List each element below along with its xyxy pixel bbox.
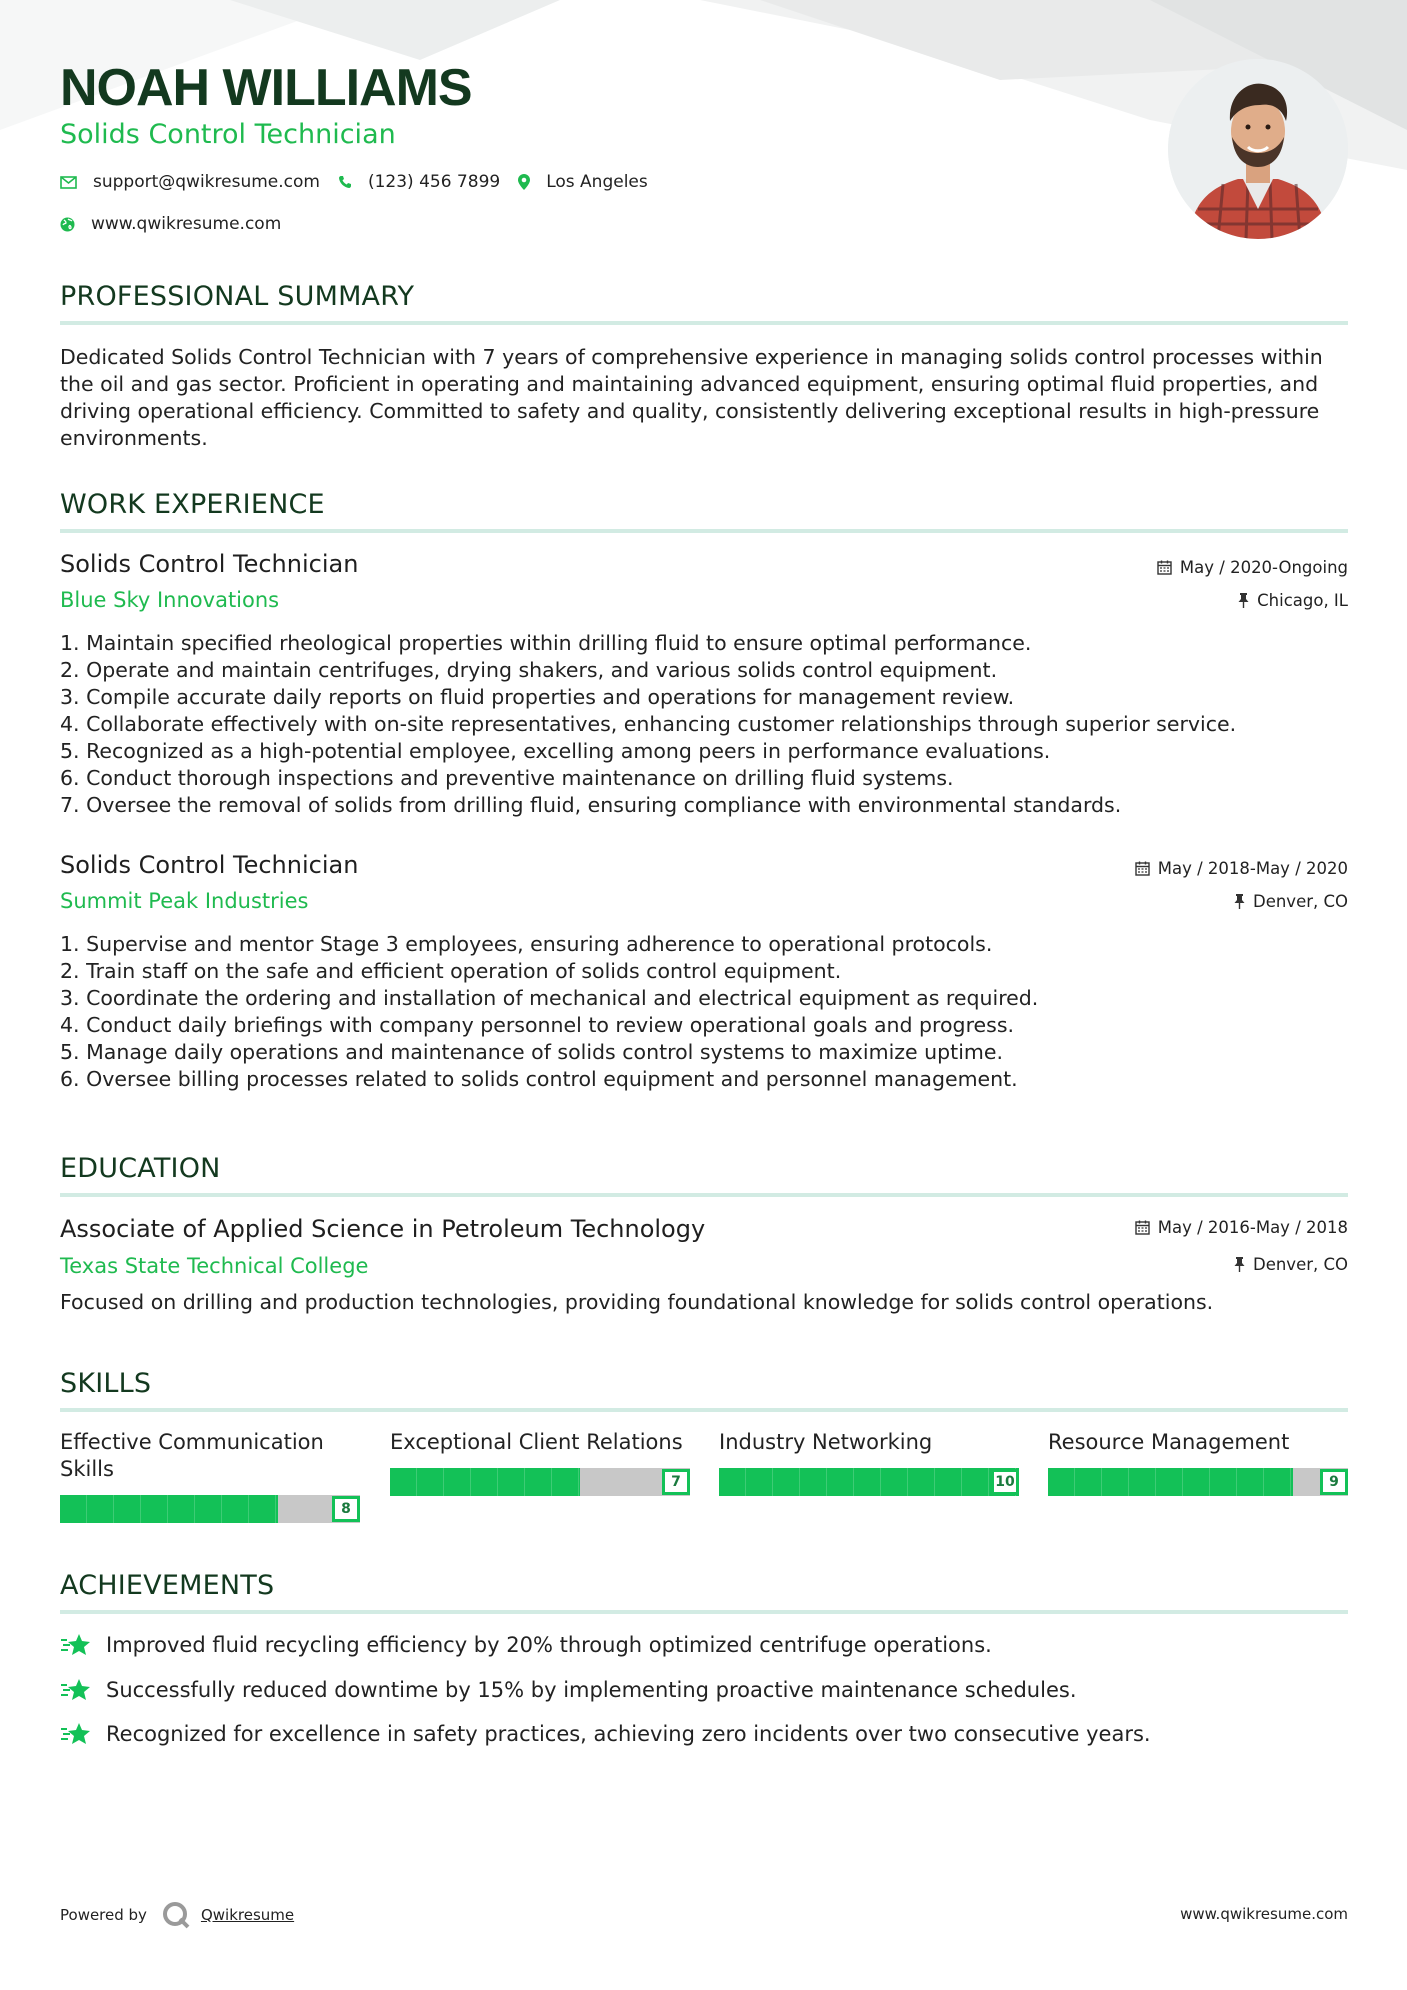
experience-heading: WORK EXPERIENCE	[60, 489, 325, 520]
job-bullet: 1. Maintain specified rheological properties within drilling fluid to ensure optimal performance.	[60, 631, 1032, 655]
phone-contact[interactable]	[338, 172, 500, 192]
education-location-text: Denver, CO	[1252, 1255, 1348, 1274]
job-company: Blue Sky Innovations	[60, 588, 280, 612]
map-pin-icon	[518, 174, 530, 190]
candidate-name: NOAH WILLIAMS	[60, 59, 472, 117]
qwikresume-logo-icon	[161, 1900, 191, 1930]
job-bullet: 3. Compile accurate daily reports on fluid properties and operations for management review.	[60, 685, 1015, 709]
globe-icon	[60, 217, 75, 232]
job-title: Solids Control Technician	[60, 550, 359, 578]
powered-by-label: Powered by	[60, 1906, 147, 1924]
skill-bar-fill	[390, 1468, 580, 1496]
calendar-icon	[1135, 861, 1150, 876]
pushpin-icon	[1238, 593, 1249, 608]
achievement-item	[60, 1720, 1151, 1748]
skill-name-line2: Skills	[60, 1457, 114, 1481]
achievements-heading: ACHIEVEMENTS	[60, 1570, 275, 1601]
envelope-icon	[60, 176, 77, 189]
phone-icon	[338, 175, 352, 189]
skill-name-line1: Effective Communication	[60, 1430, 324, 1454]
experience-divider	[60, 529, 1348, 533]
skill-bar-fill	[1048, 1468, 1293, 1496]
skill-item	[1048, 1429, 1348, 1490]
job-company: Summit Peak Industries	[60, 889, 309, 913]
profile-photo	[1168, 59, 1348, 239]
calendar-icon	[1135, 1220, 1150, 1235]
calendar-icon	[1157, 560, 1172, 575]
skill-bar-fill	[60, 1495, 278, 1523]
achievement-text: Successfully reduced downtime by 15% by implementing proactive maintenance schedules.	[106, 1678, 1077, 1702]
achievements-divider	[60, 1610, 1348, 1614]
job-bullet: 1. Supervise and mentor Stage 3 employees, ensuring adherence to operational protocols.	[60, 932, 993, 956]
job-bullet: 2. Operate and maintain centrifuges, drying shakers, and various solids control equipment.	[60, 658, 998, 682]
email-text: support@qwikresume.com	[93, 172, 320, 192]
job-bullet: 5. Manage daily operations and maintenance of solids control systems to maximize uptime.	[60, 1040, 1003, 1064]
skill-bar	[1048, 1468, 1348, 1496]
avatar-illustration	[1168, 59, 1348, 239]
skill-item	[719, 1429, 1019, 1490]
job-dates	[1157, 558, 1348, 577]
summary-text: Dedicated Solids Control Technician with 7 years of comprehensive experience in managing solids control processes within the oil and gas sector. Proficient in operating and maintaining advanced equipment, ensuring optimal fluid properties, and driving operational efficiency. Committed to safety and quality, consistently delivering exceptional results in high-pressure environments.	[60, 345, 1323, 450]
skills-divider	[60, 1408, 1348, 1412]
skill-score-badge: 10	[991, 1469, 1019, 1495]
candidate-role: Solids Control Technician	[60, 119, 396, 150]
location-text: Los Angeles	[546, 172, 648, 192]
skill-bar	[60, 1495, 360, 1523]
website-contact[interactable]	[60, 214, 281, 234]
achievement-item	[60, 1631, 992, 1659]
school-name: Texas State Technical College	[60, 1254, 369, 1278]
job-bullets	[60, 931, 1348, 1093]
education-description: Focused on drilling and production technologies, providing foundational knowledge for solids control operations.	[60, 1290, 1214, 1314]
summary-divider	[60, 321, 1348, 325]
skill-name: Exceptional Client Relations	[390, 1430, 683, 1454]
job-location	[1238, 591, 1348, 610]
achievement-text: Improved fluid recycling efficiency by 20% through optimized centrifuge operations.	[106, 1633, 992, 1657]
job-bullet: 6. Conduct thorough inspections and preventive maintenance on drilling fluid systems.	[60, 766, 954, 790]
summary-heading: PROFESSIONAL SUMMARY	[60, 281, 415, 312]
job-bullet: 3. Coordinate the ordering and installation of mechanical and electrical equipment as required.	[60, 986, 1039, 1010]
education-dates-text: May / 2016-May / 2018	[1157, 1218, 1348, 1237]
education-divider	[60, 1193, 1348, 1197]
job-bullet: 4. Conduct daily briefings with company personnel to review operational goals and progress.	[60, 1013, 1015, 1037]
star-trophy-icon	[60, 1632, 92, 1658]
skill-bar-fill	[719, 1468, 1019, 1496]
job-dates-text: May / 2020-Ongoing	[1179, 558, 1348, 577]
skill-item	[60, 1429, 360, 1517]
phone-text: (123) 456 7899	[367, 172, 501, 192]
job-location	[1234, 892, 1348, 911]
skill-name	[60, 1429, 360, 1483]
skill-item	[390, 1429, 690, 1490]
location-contact	[518, 172, 648, 192]
website-text: www.qwikresume.com	[91, 214, 282, 234]
website-row	[60, 214, 299, 234]
education-dates	[1135, 1218, 1348, 1237]
contact-row	[60, 172, 666, 192]
footer-website[interactable]: www.qwikresume.com	[1180, 1905, 1348, 1923]
pushpin-icon	[1234, 1257, 1245, 1272]
job-title: Solids Control Technician	[60, 851, 359, 879]
job-location-text: Chicago, IL	[1257, 591, 1348, 610]
star-trophy-icon	[60, 1721, 92, 1747]
job-dates-text: May / 2018-May / 2020	[1157, 859, 1348, 878]
skill-score-badge: 8	[332, 1496, 360, 1522]
skill-score-badge: 7	[662, 1469, 690, 1495]
pushpin-icon	[1234, 894, 1245, 909]
job-bullet: 6. Oversee billing processes related to solids control equipment and personnel management.	[60, 1067, 1018, 1091]
qwikresume-link[interactable]: Qwikresume	[200, 1906, 295, 1924]
skills-heading: SKILLS	[60, 1368, 152, 1399]
skill-bar	[719, 1468, 1019, 1496]
job-dates	[1135, 859, 1348, 878]
job-bullet: 7. Oversee the removal of solids from drilling fluid, ensuring compliance with environmental standards.	[60, 793, 1122, 817]
job-location-text: Denver, CO	[1252, 892, 1348, 911]
job-bullet: 4. Collaborate effectively with on-site representatives, enhancing customer relationships through superior service.	[60, 712, 1237, 736]
job-bullet: 2. Train staff on the safe and efficient operation of solids control equipment.	[60, 959, 842, 983]
achievement-text: Recognized for excellence in safety practices, achieving zero incidents over two consecutive years.	[106, 1722, 1151, 1746]
star-trophy-icon	[60, 1677, 92, 1703]
skill-name: Industry Networking	[719, 1430, 933, 1454]
education-location	[1234, 1255, 1348, 1274]
degree-title: Associate of Applied Science in Petroleum Technology	[60, 1215, 706, 1243]
achievement-item	[60, 1676, 1077, 1704]
skill-name: Resource Management	[1048, 1430, 1290, 1454]
footer-powered-by	[60, 1900, 294, 1930]
skill-bar	[390, 1468, 690, 1496]
skill-score-badge: 9	[1320, 1469, 1348, 1495]
email-contact[interactable]	[60, 172, 320, 192]
job-bullets	[60, 630, 1348, 819]
job-bullet: 5. Recognized as a high-potential employee, excelling among peers in performance evaluations.	[60, 739, 1051, 763]
education-heading: EDUCATION	[60, 1153, 221, 1184]
